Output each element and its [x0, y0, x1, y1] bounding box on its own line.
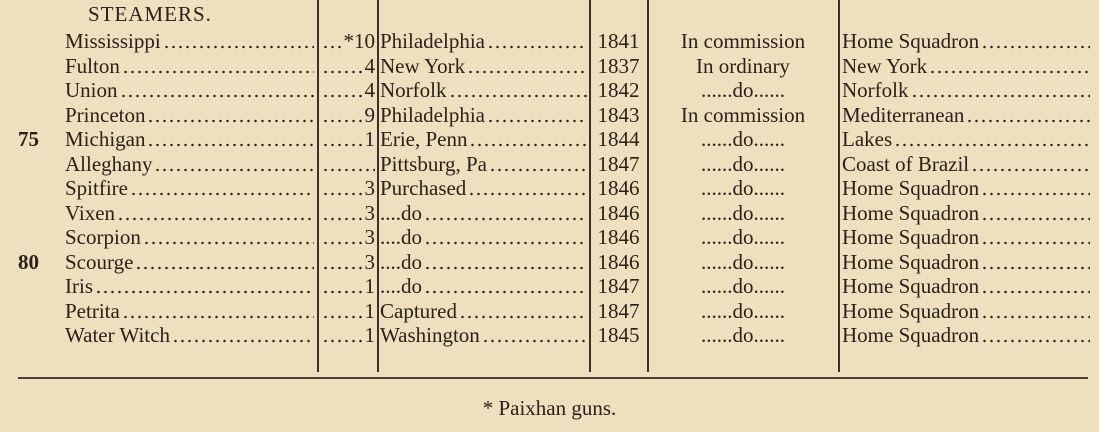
built-at-text: Captured [380, 298, 457, 323]
leader-dots [120, 299, 314, 323]
vessel-name-text: Scorpion [65, 225, 141, 249]
section-heading: STEAMERS. [88, 2, 212, 26]
station [842, 274, 1090, 298]
leader-dots [979, 299, 1090, 323]
year-built [592, 54, 645, 78]
built-at-text: Purchased [380, 176, 467, 200]
vessel-name-text: Iris [65, 274, 93, 298]
table-row [0, 29, 1099, 53]
year-built-text: 1847 [597, 274, 640, 298]
built-at [380, 78, 587, 102]
station [842, 299, 1090, 323]
horizontal-rule [18, 377, 1088, 379]
station-text: Home Squadron [842, 29, 980, 53]
leader-dots [120, 54, 314, 78]
station [842, 152, 1090, 176]
condition [651, 29, 835, 53]
condition [651, 78, 835, 102]
built-at [380, 225, 587, 249]
guns-count [320, 127, 375, 151]
table-row [0, 250, 1099, 274]
guns-count-text: 9 [364, 102, 375, 127]
vessel-name [65, 225, 314, 249]
leader-dots [447, 78, 588, 102]
year-built [592, 152, 645, 176]
guns-count [320, 274, 375, 298]
table-row [0, 274, 1099, 298]
vessel-name [65, 176, 314, 200]
built-at [380, 323, 587, 347]
leader-dots [927, 54, 1090, 78]
built-at [380, 176, 587, 200]
table-row [0, 152, 1099, 176]
leader-dots [320, 176, 365, 200]
year-built-text: 1846 [597, 225, 640, 249]
built-at-text: Pittsburg, Pa [380, 151, 487, 176]
station [842, 29, 1090, 53]
condition-text: ......do...... [701, 323, 785, 347]
year-built-text: 1846 [597, 176, 640, 200]
guns-count [320, 299, 375, 323]
guns-count [320, 323, 375, 347]
condition [651, 127, 835, 151]
built-at [380, 29, 587, 53]
leader-dots [320, 299, 365, 323]
year-built-text: 1842 [597, 78, 640, 102]
built-at-text: Erie, Penn [380, 127, 468, 151]
year-built [592, 78, 645, 102]
table-row [0, 201, 1099, 225]
vessel-name-text: Michigan [65, 127, 146, 151]
vessel-name [65, 29, 314, 53]
guns-count [320, 152, 375, 176]
leader-dots [422, 225, 587, 249]
leader-dots [979, 274, 1090, 298]
year-built-text: 1837 [597, 53, 640, 78]
year-built [592, 299, 645, 323]
built-at [380, 103, 587, 127]
condition-text: In commission [680, 102, 806, 127]
guns-count-text: 1 [364, 127, 375, 151]
year-built-text: 1843 [597, 102, 640, 127]
leader-dots [145, 103, 314, 127]
year-built [592, 323, 645, 347]
margin-number [18, 299, 58, 323]
year-built [592, 225, 645, 249]
leader-dots [979, 225, 1090, 249]
leader-dots [320, 152, 375, 176]
built-at-text: Philadelphia [380, 102, 485, 127]
leader-dots [480, 323, 587, 347]
guns-count [320, 250, 375, 274]
leader-dots [320, 250, 365, 274]
station [842, 225, 1090, 249]
vessel-name-text: Water Witch [65, 323, 170, 347]
condition [651, 250, 835, 274]
leader-dots [466, 176, 587, 200]
vessel-name [65, 323, 314, 347]
vessel-name-text: Spitfire [65, 176, 128, 200]
leader-dots [465, 54, 587, 78]
station-text: Home Squadron [842, 176, 980, 200]
built-at [380, 201, 587, 225]
leader-dots [320, 78, 365, 102]
leader-dots [964, 103, 1090, 127]
leader-dots [979, 29, 1090, 53]
leader-dots [969, 152, 1090, 176]
year-built-text: 1847 [597, 298, 640, 323]
station-text: Lakes [842, 127, 893, 151]
vessel-name [65, 250, 314, 274]
margin-number [18, 152, 58, 176]
built-at-text: ....do [380, 200, 422, 225]
table-row [0, 323, 1099, 347]
margin-number [18, 225, 58, 249]
condition [651, 176, 835, 200]
condition-text: ......do...... [701, 225, 785, 249]
leader-dots [161, 29, 314, 53]
leader-dots [145, 127, 314, 151]
year-built [592, 274, 645, 298]
leader-dots [979, 323, 1090, 347]
leader-dots [892, 127, 1090, 151]
margin-number-text: 75 [18, 127, 39, 151]
guns-count-text: 1 [364, 298, 375, 323]
vessel-name-text: Alleghany [65, 151, 153, 176]
year-built [592, 176, 645, 200]
leader-dots [320, 201, 365, 225]
vessel-name-text: Fulton [65, 53, 120, 78]
year-built [592, 103, 645, 127]
margin-number [18, 323, 58, 347]
guns-count-text: 3 [364, 249, 375, 274]
year-built-text: 1846 [597, 200, 640, 225]
guns-count [320, 201, 375, 225]
guns-count [320, 29, 375, 53]
vessel-name [65, 54, 314, 78]
station-text: Home Squadron [842, 249, 980, 274]
leader-dots [93, 274, 314, 298]
table-row [0, 225, 1099, 249]
condition [651, 274, 835, 298]
station-text: Home Squadron [842, 274, 980, 298]
year-built [592, 201, 645, 225]
condition-text: ......do...... [701, 176, 785, 200]
leader-dots [422, 250, 587, 274]
vessel-name-text: Scourge [65, 249, 134, 274]
vessel-name [65, 78, 314, 102]
table-row [0, 78, 1099, 102]
year-built-text: 1841 [597, 29, 640, 53]
built-at [380, 274, 587, 298]
condition-text: ......do...... [701, 78, 785, 102]
margin-number [18, 127, 58, 151]
year-built [592, 29, 645, 53]
condition-text: ......do...... [701, 298, 785, 323]
guns-count-text: 1 [364, 274, 375, 298]
margin-number [18, 274, 58, 298]
leader-dots [320, 225, 365, 249]
year-built-text: 1845 [597, 323, 640, 347]
leader-dots [320, 103, 365, 127]
built-at [380, 152, 587, 176]
station [842, 78, 1090, 102]
leader-dots [979, 201, 1090, 225]
station-text: New York [842, 53, 928, 78]
vessel-name-text: Vixen [65, 200, 116, 225]
leader-dots [128, 176, 314, 200]
condition [651, 299, 835, 323]
year-built [592, 127, 645, 151]
leader-dots [170, 323, 314, 347]
leader-dots [320, 54, 365, 78]
leader-dots [133, 250, 314, 274]
vessel-name [65, 152, 314, 176]
guns-count [320, 225, 375, 249]
margin-number [18, 250, 58, 274]
condition-text: In commission [680, 29, 806, 53]
condition [651, 103, 835, 127]
built-at-text: Norfolk [380, 78, 447, 102]
leader-dots [979, 176, 1090, 200]
margin-number [18, 201, 58, 225]
guns-count-text: 4 [364, 53, 375, 78]
built-at-text: New York [380, 53, 466, 78]
station-text: Home Squadron [842, 298, 980, 323]
leader-dots [320, 127, 365, 151]
guns-count-text: 3 [364, 225, 375, 249]
margin-number [18, 54, 58, 78]
leader-dots [485, 29, 587, 53]
leader-dots [422, 274, 587, 298]
guns-count-text: 1 [364, 323, 375, 347]
leader-dots [457, 299, 587, 323]
condition-text: ......do...... [701, 249, 785, 274]
built-at [380, 250, 587, 274]
condition [651, 152, 835, 176]
year-built-text: 1847 [597, 151, 640, 176]
leader-dots [152, 152, 314, 176]
built-at [380, 127, 587, 151]
station [842, 250, 1090, 274]
guns-count-text: 3 [364, 200, 375, 225]
year-built [592, 250, 645, 274]
built-at-text: ....do [380, 225, 422, 249]
year-built-text: 1846 [597, 249, 640, 274]
margin-number [18, 78, 58, 102]
vessel-name-text: Petrita [65, 298, 120, 323]
margin-number-text: 80 [18, 249, 39, 274]
condition [651, 323, 835, 347]
leader-dots [320, 29, 344, 53]
leader-dots [422, 201, 587, 225]
station [842, 323, 1090, 347]
leader-dots [485, 103, 587, 127]
station-text: Home Squadron [842, 225, 980, 249]
built-at-text: Philadelphia [380, 29, 485, 53]
leader-dots [118, 78, 315, 102]
station [842, 176, 1090, 200]
condition-text: ......do...... [701, 127, 785, 151]
leader-dots [487, 152, 587, 176]
vessel-name [65, 103, 314, 127]
year-built-text: 1844 [597, 127, 640, 151]
vessel-name [65, 201, 314, 225]
margin-number [18, 176, 58, 200]
vessel-name-text: Mississippi [65, 29, 161, 53]
station [842, 201, 1090, 225]
station [842, 127, 1090, 151]
margin-number [18, 103, 58, 127]
table-row [0, 299, 1099, 323]
condition-text: ......do...... [701, 151, 785, 176]
vessel-name-text: Union [65, 78, 118, 102]
station-text: Norfolk [842, 78, 909, 102]
built-at [380, 299, 587, 323]
guns-count [320, 54, 375, 78]
condition [651, 201, 835, 225]
built-at-text: Washington [380, 323, 480, 347]
table-row [0, 176, 1099, 200]
leader-dots [467, 127, 587, 151]
condition-text: ......do...... [701, 200, 785, 225]
leader-dots [115, 201, 314, 225]
vessel-name [65, 274, 314, 298]
condition-text: In ordinary [696, 53, 790, 78]
leader-dots [320, 323, 365, 347]
leader-dots [320, 274, 365, 298]
guns-count [320, 78, 375, 102]
condition [651, 225, 835, 249]
table-row [0, 103, 1099, 127]
leader-dots [909, 78, 1091, 102]
guns-count-text: *10 [343, 29, 375, 53]
built-at [380, 54, 587, 78]
station-text: Coast of Brazil [842, 151, 970, 176]
condition [651, 54, 835, 78]
station-text: Home Squadron [842, 323, 980, 347]
margin-number [18, 29, 58, 53]
vessel-name-text: Princeton [65, 102, 146, 127]
leader-dots [141, 225, 314, 249]
footnote: * Paixhan guns. [482, 396, 617, 420]
built-at-text: ....do [380, 274, 422, 298]
guns-count-text: 4 [364, 78, 375, 102]
vessel-name [65, 127, 314, 151]
station [842, 103, 1090, 127]
guns-count [320, 103, 375, 127]
condition-text: ......do...... [701, 274, 785, 298]
station [842, 54, 1090, 78]
leader-dots [979, 250, 1090, 274]
built-at-text: ....do [380, 249, 422, 274]
vessel-name [65, 299, 314, 323]
guns-count-text: 3 [364, 176, 375, 200]
table-row [0, 54, 1099, 78]
guns-count [320, 176, 375, 200]
station-text: Home Squadron [842, 200, 980, 225]
station-text: Mediterranean [842, 102, 965, 127]
table-row [0, 127, 1099, 151]
